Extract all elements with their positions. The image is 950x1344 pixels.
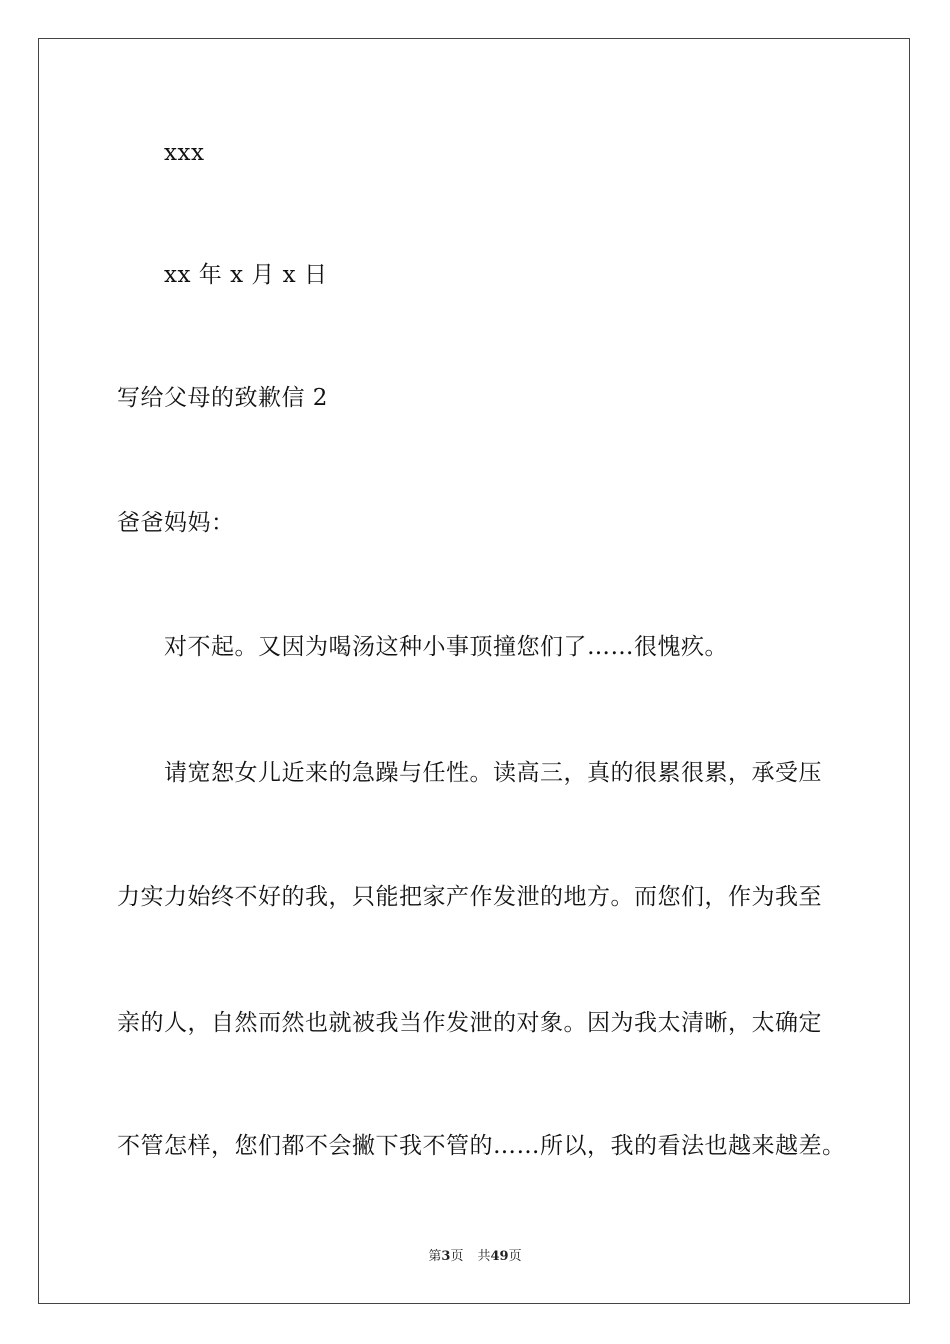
footer-total-prefix: 共 — [477, 1249, 491, 1264]
salutation: 爸爸妈妈： — [117, 510, 235, 536]
paragraph-line-5: 不管怎样，您们都不会撇下我不管的……所以，我的看法也越来越差。 — [117, 1133, 846, 1159]
page-border — [38, 38, 910, 1304]
footer-page-number: 3 — [441, 1249, 451, 1264]
footer-page-prefix: 第 — [428, 1249, 442, 1264]
signature: xxx — [164, 140, 205, 166]
paragraph-line-2: 请宽恕女儿近来的急躁与任性。读高三，真的很累很累，承受压 — [164, 760, 822, 786]
footer-page-unit: 页 — [450, 1249, 464, 1264]
paragraph-line-1: 对不起。又因为喝汤这种小事顶撞您们了……很愧疚。 — [164, 634, 728, 660]
paragraph-line-4: 亲的人，自然而然也就被我当作发泄的对象。因为我太清晰，太确定 — [117, 1010, 822, 1036]
page-footer — [0, 1248, 950, 1266]
footer-total-unit: 页 — [508, 1249, 522, 1264]
letter-date: xx 年 x 月 x 日 — [164, 262, 328, 288]
paragraph-line-3: 力实力始终不好的我，只能把家产作发泄的地方。而您们，作为我至 — [117, 884, 822, 910]
letter-title: 写给父母的致歉信 2 — [117, 385, 328, 411]
footer-total-pages: 49 — [490, 1249, 509, 1264]
